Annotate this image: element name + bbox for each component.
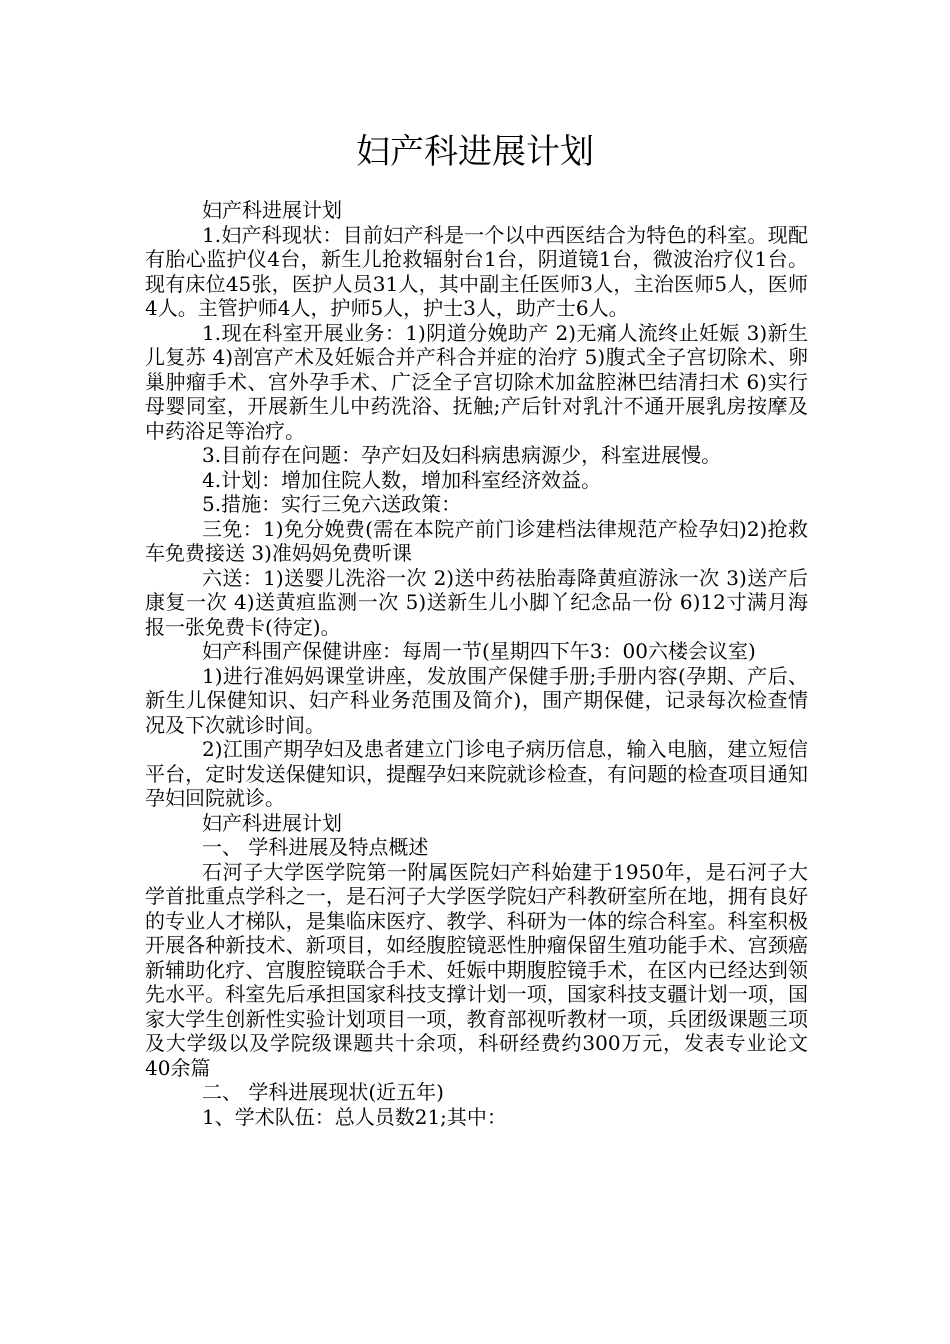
- paragraph: 一、 学科进展及特点概述: [202, 835, 429, 859]
- paragraph: 二、 学科进展现状(近五年): [202, 1080, 444, 1104]
- paragraph: 1.妇产科现状：目前妇产科是一个以中西医结合为特色的科室。现配有胎心监护仪4台，新生儿抢救辐射台1台，阴道镜1台，微波治疗仪1台。现有床位45张，医护人员31人，其中副主任医师3人，主治医师5人，医师4人。主管护师4人，护师5人，护士3人，助产士6人。: [145, 222, 808, 320]
- document-title: 妇产科进展计划: [356, 132, 594, 172]
- document-body: [145, 198, 808, 1129]
- paragraph: 妇产科进展计划: [202, 198, 342, 222]
- paragraph: 三免：1)免分娩费(需在本院产前门诊建档法律规范产检孕妇)2)抢救车免费接送 3)准妈妈免费听课: [145, 516, 808, 565]
- paragraph: 1)进行准妈妈课堂讲座，发放围产保健手册;手册内容(孕期、产后、新生儿保健知识、妇产科业务范围及简介)，围产期保健，记录每次检查情况及下次就诊时间。: [145, 663, 808, 737]
- paragraph: 5.措施：实行三免六送政策：: [202, 492, 462, 516]
- paragraph: 3.目前存在问题：孕产妇及妇科病患病源少，科室进展慢。: [202, 443, 722, 467]
- paragraph: 妇产科围产保健讲座：每周一节(星期四下午3：00六楼会议室): [202, 639, 756, 663]
- paragraph: 4.计划：增加住院人数，增加科室经济效益。: [202, 467, 602, 492]
- paragraph: 妇产科进展计划: [202, 810, 342, 835]
- paragraph: 1、学术队伍：总人员数21;其中：: [202, 1104, 507, 1129]
- paragraph: 1.现在科室开展业务：1)阴道分娩助产 2)无痛人流终止妊娠 3)新生儿复苏 4)剖宫产术及妊娠合并产科合并症的治疗 5)腹式全子宫切除术、卵巢肿瘤手术、宫外孕手术、广泛全子宫切除术加盆腔淋巴结清扫术 6)实行母婴同室，开展新生儿中药洗浴、抚触;产后针对乳汁不通开展乳房按摩及中药浴足等治疗。: [145, 320, 808, 443]
- paragraph: 2)江围产期孕妇及患者建立门诊电子病历信息，输入电脑，建立短信平台，定时发送保健知识，提醒孕妇来院就诊检查，有问题的检查项目通知孕妇回院就诊。: [145, 737, 808, 810]
- paragraph: 石河子大学医学院第一附属医院妇产科始建于1950年，是石河子大学首批重点学科之一，是石河子大学医学院妇产科教研室所在地，拥有良好的专业人才梯队，是集临床医疗、教学、科研为一体的综合科室。科室积极开展各种新技术、新项目，如经腹腔镜恶性肿瘤保留生殖功能手术、宫颈癌新辅助化疗、宫腹腔镜联合手术、妊娠中期腹腔镜手术，在区内已经达到领先水平。科室先后承担国家科技支撑计划一项，国家科技支疆计划一项，国家大学生创新性实验计划项目一项，教育部视听教材一项，兵团级课题三项及大学级以及学院级课题共十余项，科研经费约300万元，发表专业论文40余篇: [145, 859, 808, 1080]
- paragraph: 六送：1)送婴儿洗浴一次 2)送中药祛胎毒降黄疸游泳一次 3)送产后康复一次 4)送黄疸监测一次 5)送新生儿小脚丫纪念品一份 6)12寸满月海报一张免费卡(待定)。: [145, 565, 808, 639]
